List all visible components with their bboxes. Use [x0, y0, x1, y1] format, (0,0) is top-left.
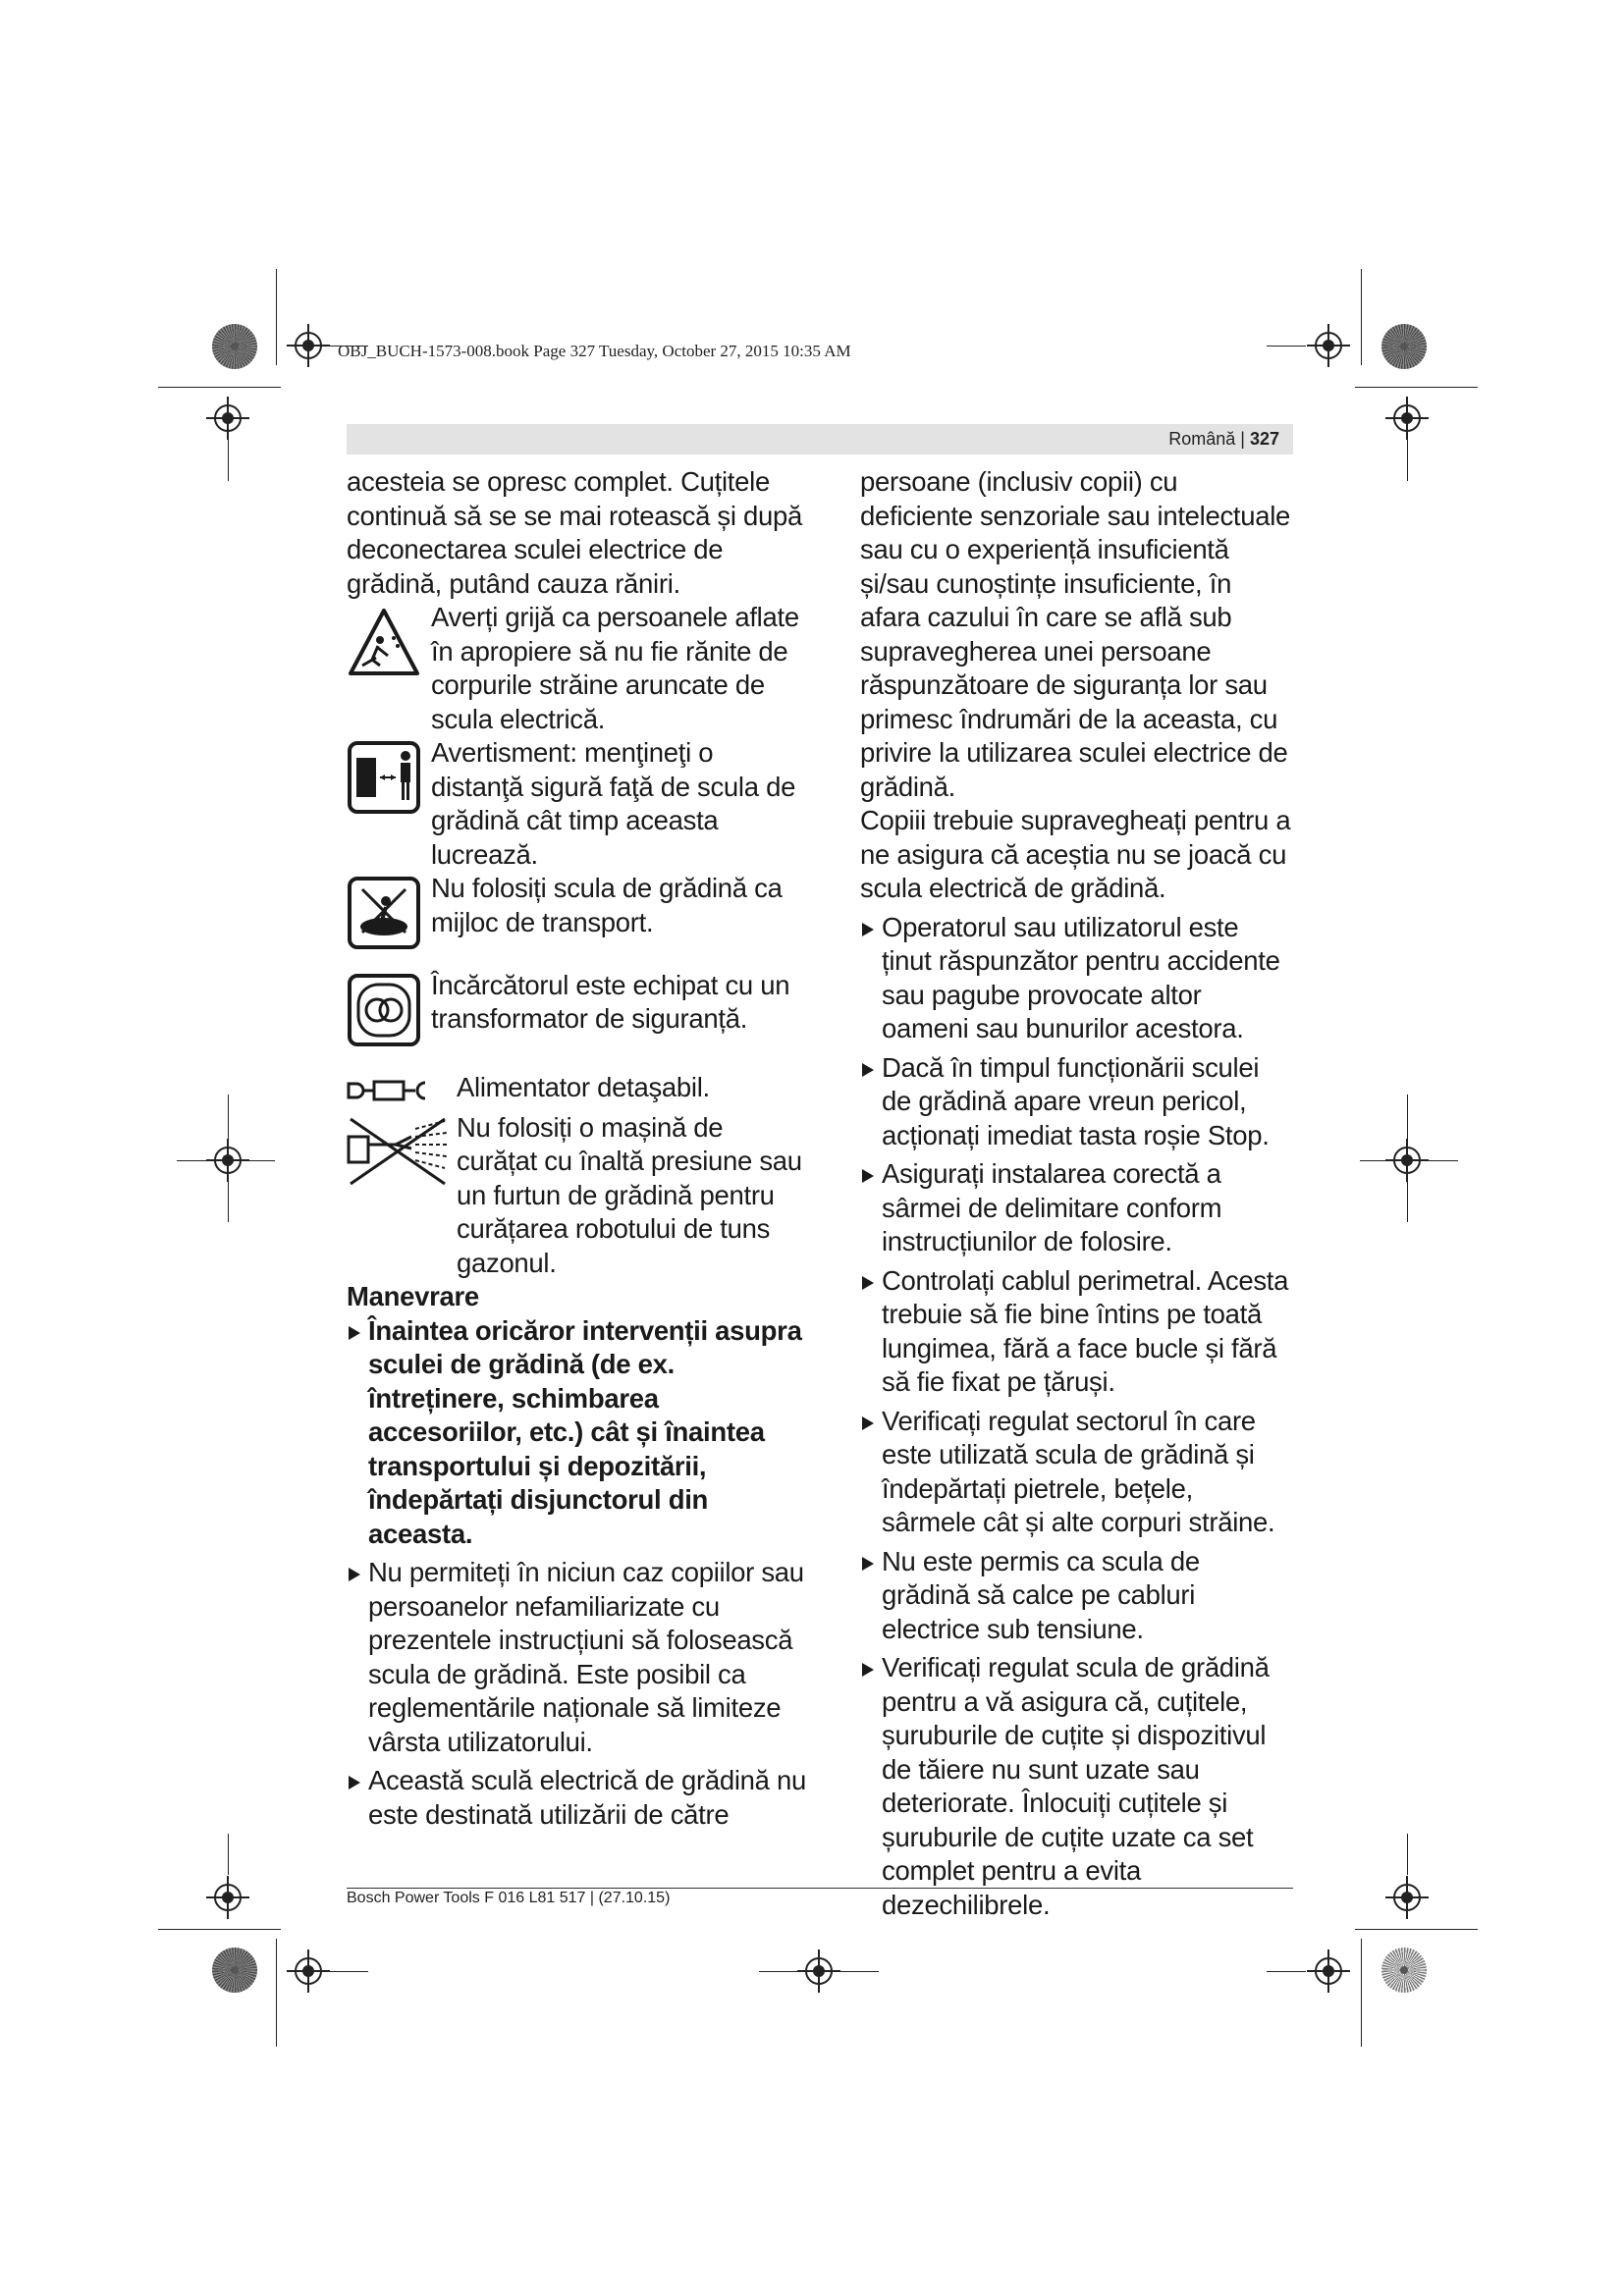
registration-mark-right-top: [1385, 397, 1429, 440]
symbol-row: [347, 601, 808, 736]
right-column: [860, 465, 1292, 1922]
crop-mark: [759, 1971, 879, 1972]
crop-mark: [1407, 440, 1408, 481]
bullet-item: Înaintea oricăror intervenții asupra sculei de grădină (de ex. întreținere, schimbarea accesoriilor, etc.) cât și înaintea transportului și depozitării, îndepărtați disjunctorul din aceasta.: [347, 1314, 808, 1552]
bullet-item: Nu este permis ca scula de grădină să calce pe cabluri electrice sub tensiune.: [860, 1545, 1292, 1647]
symbol-text: Nu folosiți o mașină de curățat cu înaltă presiune sau un furtun de grădină pentru curățarea robotului de tuns gazonul.: [457, 1111, 802, 1278]
crop-mark: [228, 1834, 229, 1875]
footer-text: Bosch Power Tools F 016 L81 517 | (27.10.15): [347, 1890, 671, 1906]
crop-mark: [276, 1939, 277, 2047]
color-wheel-bottom-left: [212, 1948, 257, 1993]
crop-mark: [1355, 387, 1478, 388]
crop-mark: [1267, 1971, 1306, 1972]
intro-paragraph: acesteia se opresc complet. Cuțitele continuă să se se mai rotească și după deconectarea sculei electrice de grădină, putând cauza răniri.: [347, 466, 803, 599]
crop-mark: [1360, 1160, 1458, 1161]
symbol-row: [347, 872, 808, 959]
crop-mark: [1407, 1095, 1408, 1222]
safety-transformer-icon: [347, 969, 431, 1056]
color-wheel-top-right: [1381, 324, 1427, 369]
continuation-paragraph: persoane (inclusiv copii) cu deficiente senzoriale sau intelectuale sau cu o experiență insuficientă și/sau cunoștințe insuficiente, în afara cazului în care se află sub supravegherea unei persoane răspunzătoare de siguranța lor sau primesc îndrumări de la aceasta, cu privire la utilizarea sculei electrice de grădină.: [860, 466, 1291, 802]
bullet-item: Această sculă electrică de grădină nu este destinată utilizării de către: [347, 1764, 808, 1832]
bullet-item: Operatorul sau utilizatorul este ținut răspunzător pentru accidente sau pagube provocate altor oameni sau bunurilor acestora.: [860, 911, 1292, 1046]
crop-mark: [1361, 269, 1362, 365]
crop-mark: [1407, 1834, 1408, 1875]
symbol-text: Averți grijă ca persoanele aflate în apropiere să nu fie rănite de corpurile străine aruncate de scula electrică.: [431, 602, 799, 734]
crop-mark: [177, 1160, 275, 1161]
registration-mark-bottom-left: [287, 1949, 330, 1993]
symbol-row: [347, 1111, 808, 1281]
bullet-item: Asigurați instalarea corectă a sârmei de delimitare conform instrucțiunilor de folosire.: [860, 1157, 1292, 1259]
crop-mark: [1361, 1939, 1362, 2047]
no-pressure-washer-icon: [347, 1111, 457, 1281]
bullet-item: Controlați cablul perimetral. Acesta trebuie să fie bine întins pe toată lungimea, fără a face bucle și fără să fie fixat pe țăruși.: [860, 1264, 1292, 1400]
bullet-item: Verificați regulat sectorul în care este utilizată scula de grădină și îndepărtați pietrele, bețele, sârmele cât și alte corpuri străine.: [860, 1405, 1292, 1540]
registration-mark-left-top: [206, 397, 249, 440]
symbol-text: Alimentator detaşabil.: [457, 1072, 710, 1102]
crop-mark: [276, 269, 277, 365]
no-riding-icon: [347, 872, 431, 959]
detachable-supply-icon: [347, 1071, 457, 1111]
symbol-row: [347, 969, 808, 1056]
crop-mark: [1355, 1929, 1478, 1930]
thrown-objects-warning-icon: [347, 601, 431, 736]
page-number: 327: [1249, 429, 1279, 449]
page-header: [347, 424, 1293, 454]
registration-mark-top-left: [287, 324, 330, 367]
crop-mark: [228, 1095, 229, 1222]
left-column: [347, 465, 808, 1832]
crop-mark: [329, 1971, 368, 1972]
crop-mark: [158, 387, 281, 388]
crop-mark: [158, 1929, 281, 1930]
header-label: [1168, 429, 1279, 450]
registration-mark-bottom-right: [1307, 1949, 1350, 1993]
bullet-item: Verificați regulat scula de grădină pentru a vă asigura că, cuțitele, șuruburile de cuțite și dispozitivul de tăiere nu sunt uzate sau deteriorate. Înlocuiți cuțitele și șuruburile de cuțite uzate ca set complet pentru a evita dezechilibrele.: [860, 1651, 1292, 1922]
footer-rule: [347, 1888, 1293, 1889]
symbol-text: Încărcătorul este echipat cu un transformator de siguranță.: [431, 969, 790, 1034]
symbol-text: Nu folosiți scula de grădină ca mijloc de transport.: [431, 873, 783, 937]
book-info-slug: OBJ_BUCH-1573-008.book Page 327 Tuesday, October 27, 2015 10:35 AM: [338, 342, 851, 360]
bullet-item: Dacă în timpul funcționării sculei de grădină apare vreun pericol, acționați imediat tasta roșie Stop.: [860, 1051, 1292, 1153]
header-separator: |: [1235, 429, 1250, 449]
registration-mark-left-bottom: [206, 1876, 249, 1919]
symbol-text: Avertisment: menţineţi o distanţă sigură faţă de scula de grădină cât timp aceasta lucrează.: [431, 737, 796, 870]
crop-mark: [228, 440, 229, 481]
bullet-item: Nu permiteți în niciun caz copiilor sau persoanelor nefamiliarizate cu prezentele instrucțiuni să folosească scula de grădină. Este posibil ca reglementările naționale să limiteze vârsta utilizatorului.: [347, 1556, 808, 1759]
registration-mark-top-right: [1307, 324, 1350, 367]
registration-mark-right-bottom: [1385, 1876, 1429, 1919]
symbol-row: [347, 1071, 808, 1111]
crop-mark: [1267, 346, 1306, 347]
header-language: Română: [1168, 429, 1236, 449]
color-wheel-top-left: [212, 324, 257, 369]
safe-distance-icon: [347, 736, 431, 872]
children-note: Copiii trebuie supravegheați pentru a ne asigura că aceștia nu se joacă cu scula electrică de grădină.: [860, 805, 1291, 903]
symbol-row: [347, 736, 808, 872]
color-wheel-bottom-right: [1381, 1948, 1427, 1993]
section-heading-manevrare: Manevrare: [347, 1281, 479, 1311]
